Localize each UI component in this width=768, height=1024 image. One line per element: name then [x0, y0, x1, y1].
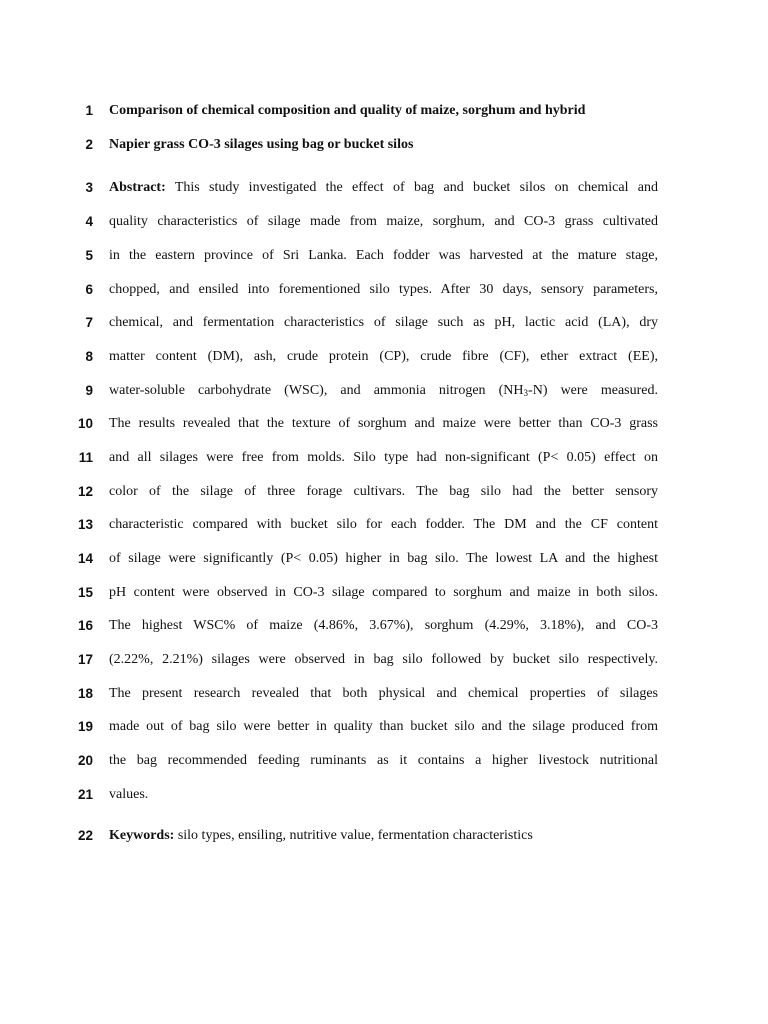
line-13 [0, 517, 768, 541]
abstract-line: in the eastern province of Sri Lanka. Each fodder was harvested at the mature stage, [109, 248, 658, 263]
line-4 [0, 214, 768, 238]
line-number: 19 [77, 719, 93, 734]
paper-title-line-2: Napier grass CO-3 silages using bag or bucket silos [109, 137, 414, 152]
line-number: 16 [77, 618, 93, 633]
line-20 [0, 753, 768, 777]
abstract-line: The present research revealed that both physical and chemical properties of silages [109, 686, 658, 701]
line-number: 3 [85, 180, 93, 195]
line-3 [0, 180, 768, 204]
line-7 [0, 315, 768, 339]
abstract-line: matter content (DM), ash, crude protein (CP), crude fibre (CF), ether extract (EE), [109, 349, 658, 364]
line-15 [0, 585, 768, 609]
line-2 [0, 137, 768, 161]
line-14 [0, 551, 768, 575]
abstract-label: Abstract: [109, 180, 166, 195]
line-16 [0, 618, 768, 642]
abstract-line: color of the silage of three forage cultivars. The bag silo had the better sensory [109, 484, 658, 499]
abstract-text: -N) were measured. [528, 383, 659, 398]
line-11 [0, 450, 768, 474]
line-6 [0, 282, 768, 306]
abstract-text: water-soluble carbohydrate (WSC), and ammonia nitrogen (NH [109, 383, 524, 398]
line-17 [0, 652, 768, 676]
nh3-subscript: 3 [523, 388, 529, 398]
abstract-line: The results revealed that the texture of sorghum and maize were better than CO-3 grass [109, 416, 658, 431]
line-number: 17 [77, 652, 93, 667]
abstract-line: values. [109, 787, 149, 802]
line-9 [0, 383, 768, 407]
line-21 [0, 787, 768, 811]
line-number: 18 [77, 686, 93, 701]
line-18 [0, 686, 768, 710]
abstract-line: quality characteristics of silage made from maize, sorghum, and CO-3 grass cultivated [109, 214, 658, 229]
line-22 [0, 828, 768, 852]
line-number: 20 [77, 753, 93, 768]
line-number: 15 [77, 585, 93, 600]
abstract-line: made out of bag silo were better in quality than bucket silo and the silage produced from [109, 719, 658, 734]
abstract-line: the bag recommended feeding ruminants as it contains a higher livestock nutritional [109, 753, 658, 768]
line-number: 14 [77, 551, 93, 566]
line-number: 8 [85, 349, 93, 364]
line-8 [0, 349, 768, 373]
line-number: 13 [77, 517, 93, 532]
keywords-line [109, 828, 658, 844]
paper-title-line-1: Comparison of chemical composition and quality of maize, sorghum and hybrid [109, 103, 586, 118]
line-12 [0, 484, 768, 508]
keywords-label: Keywords: [109, 828, 175, 843]
abstract-line: chopped, and ensiled into forementioned silo types. After 30 days, sensory parameters, [109, 282, 658, 297]
line-number: 21 [77, 787, 93, 802]
keywords-text: silo types, ensiling, nutritive value, fermentation characteristics [177, 828, 533, 843]
abstract-line: and all silages were free from molds. Silo type had non-significant (P< 0.05) effect on [109, 450, 658, 465]
line-number: 11 [78, 450, 93, 465]
abstract-line [109, 383, 658, 399]
line-10 [0, 416, 768, 440]
line-5 [0, 248, 768, 272]
line-number: 12 [77, 484, 93, 499]
line-19 [0, 719, 768, 743]
line-number: 22 [77, 828, 93, 843]
abstract-line: pH content were observed in CO-3 silage compared to sorghum and maize in both silos. [109, 585, 658, 600]
abstract-text: This study investigated the effect of bag and bucket silos on chemical and [174, 180, 658, 195]
line-number: 9 [85, 383, 93, 398]
line-number: 1 [85, 103, 93, 118]
abstract-line: The highest WSC% of maize (4.86%, 3.67%), sorghum (4.29%, 3.18%), and CO-3 [109, 618, 658, 633]
abstract-line: chemical, and fermentation characteristics of silage such as pH, lactic acid (LA), dry [109, 315, 658, 330]
line-1 [0, 103, 768, 127]
abstract-line: characteristic compared with bucket silo for each fodder. The DM and the CF content [109, 517, 658, 532]
line-number: 10 [77, 416, 93, 431]
line-number: 2 [85, 137, 93, 152]
abstract-line: (2.22%, 2.21%) silages were observed in bag silo followed by bucket silo respectively. [109, 652, 658, 667]
line-number: 5 [85, 248, 93, 263]
line-number: 7 [85, 315, 93, 330]
line-number: 6 [85, 282, 93, 297]
line-number: 4 [85, 214, 93, 229]
abstract-line [109, 180, 658, 196]
abstract-line: of silage were significantly (P< 0.05) higher in bag silo. The lowest LA and the highest [109, 551, 658, 566]
